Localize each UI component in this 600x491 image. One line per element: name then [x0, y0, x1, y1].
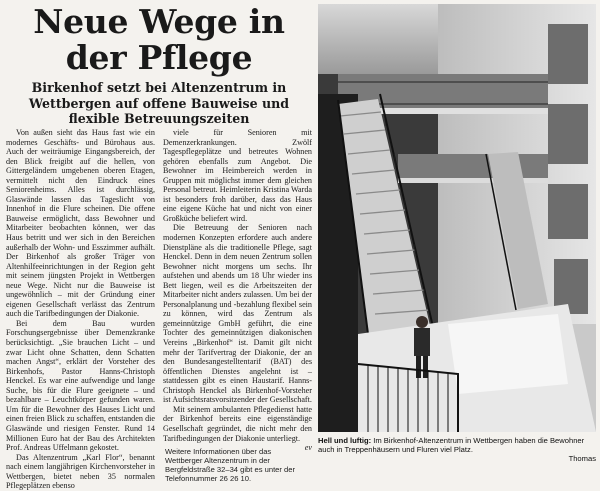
paragraph-text: Mit seinem ambulanten Pflegedienst hatte der Birkenhof bereits eine eigenständige Gesellschaft gegründet, die nicht mehr den Tarifbedingungen der Diakonie unterliegt.: [163, 404, 312, 443]
caption-text: Im Birkenhof-Altenzentrum in Wettbergen haben die Bewohner auch in Treppenhäusern und Fluren viel Platz.: [318, 436, 585, 454]
subheadline: Birkenhof setzt bei Altenzentrum in Wettbergen auf offene Bauweise und flexible Betreuungszeiten: [28, 80, 290, 126]
article-column-2: [163, 128, 312, 484]
paragraph: Die Betreuung der Senioren nach modernen Konzepten erfordere auch andere Dienstpläne als die traditionelle Pflege, sagt Henckel. Denn in dem neuen Zentrum sollen Bewohner nicht morgens um sechs. Ihr aufstehen und abends um 18 Uhr wieder ins Bett liegen, weil es die Arbeitszeiten der Mitarbeiter nicht anders zulassen. Um bei der Personalplanung und -bezahlung flexibel sein zu können, wird das Zentrum als gemeinnützige GmbH geführt, die eine Tochter des gemeinnützigen diakonischen Vereins „Birkenhof“ ist. Damit gilt nicht mehr der Tarifvertrag der Diakonie, der an den Bundesangestelltentarif (BAT) des öffentlichen Dienstes angelehnt ist – stattdessen gibt es einen Haustarif. Hanns-Christoph Henckel als Birkenhof-Vorsteher ist Aufsichtsratsvorsitzender der Gesellschaft.: [163, 223, 312, 405]
photo-caption: [318, 436, 596, 463]
paragraph: Das Altenzentrum „Karl Flor“, benannt nach einem langjährigen Kirchenvorsteher in Wettbergen, bietet neben 35 normalen Pflegeplätzen ebenso: [6, 452, 155, 491]
staircase-illustration: [318, 4, 596, 432]
paragraph: viele für Senioren mit Demenzerkrankungen. Zwölf Tagespflegeplätze und betreutes Wohnen gehören ebenfalls zum Angebot. Die Bewohner im Heimbereich werden in Gruppen mit möglichst immer dem gleichen Personal betreut. Heimleiterin Kristina Warda ist besonders froh darüber, dass das Haus eine eigene Küche hat und nicht von einer Großküche beliefert wird.: [163, 128, 312, 223]
paragraph: Bei dem Bau wurden Forschungsergebnisse über Demenzkranke berücksichtigt. „Sie brauchen Licht – und zwar Licht ohne Schatten, denn Schatten machen Angst“, erklärt der Vorsteher des Birkenhofs, Pastor Hanns-Christoph Henckel. Es war eine aufwendige und lange Suche, bis für die Flure geeignete – und bezahlbare – Leuchtkörper gefunden waren. Um für die Bewohner des Hauses Licht und einen freien Blick zu schaffen, entstanden die Glaswände und riesigen Fenster. Rund 14 Millionen Euro hat der Bau des Architekten Prof. Andreas Uffelmann gekostet.: [6, 318, 155, 453]
author-signature: ev: [304, 443, 312, 453]
article-body: [6, 128, 312, 491]
headline-line-1: Neue Wege in: [33, 2, 285, 41]
article-column-1: [6, 128, 155, 491]
info-box: Weitere Informationen über das Wettberger Altenzentrum in der Bergfeldstraße 32–34 gibt es unter der Telefonnummer 26 26 10.: [165, 447, 296, 484]
paragraph: [163, 404, 312, 453]
staircase-photo: [318, 4, 596, 432]
caption-lead: Hell und luftig:: [318, 436, 372, 445]
photo-credit: Thomas: [568, 454, 596, 463]
headline: [6, 4, 312, 76]
headline-line-2: der Pflege: [65, 38, 253, 77]
paragraph: Von außen sieht das Haus fast wie ein modernes Geschäfts- und Bürohaus aus. Auch der weiträumige Eingangsbereich, der den Blick freigibt auf die hellen, von Gittergeländern umgebenen oberen Etagen, vermittelt nicht den Eindruck eines Seniorenheims. Alles ist durchlässig, Glaswände lassen das Tageslicht von Innenhof in die Flure scheinen. Die offene Bauweise ermöglicht, dass Bewohner und Mitarbeiter beobachten können, wer das Haus betritt und wer sich in den Bereichen außerhalb der Wohn- und Esszimmer aufhält. Der Birkenhof als großer Träger von Altenhilfeeinrichtungen in der Region geht mit seinem jüngsten Projekt in Wettbergen neue Wege. Nicht nur die Bauweise ist ungewöhnlich – mit der Gründung einer eigenen Gesellschaft verlässt das Zentrum auch die Tarifbedingungen der Diakonie.: [6, 128, 155, 319]
